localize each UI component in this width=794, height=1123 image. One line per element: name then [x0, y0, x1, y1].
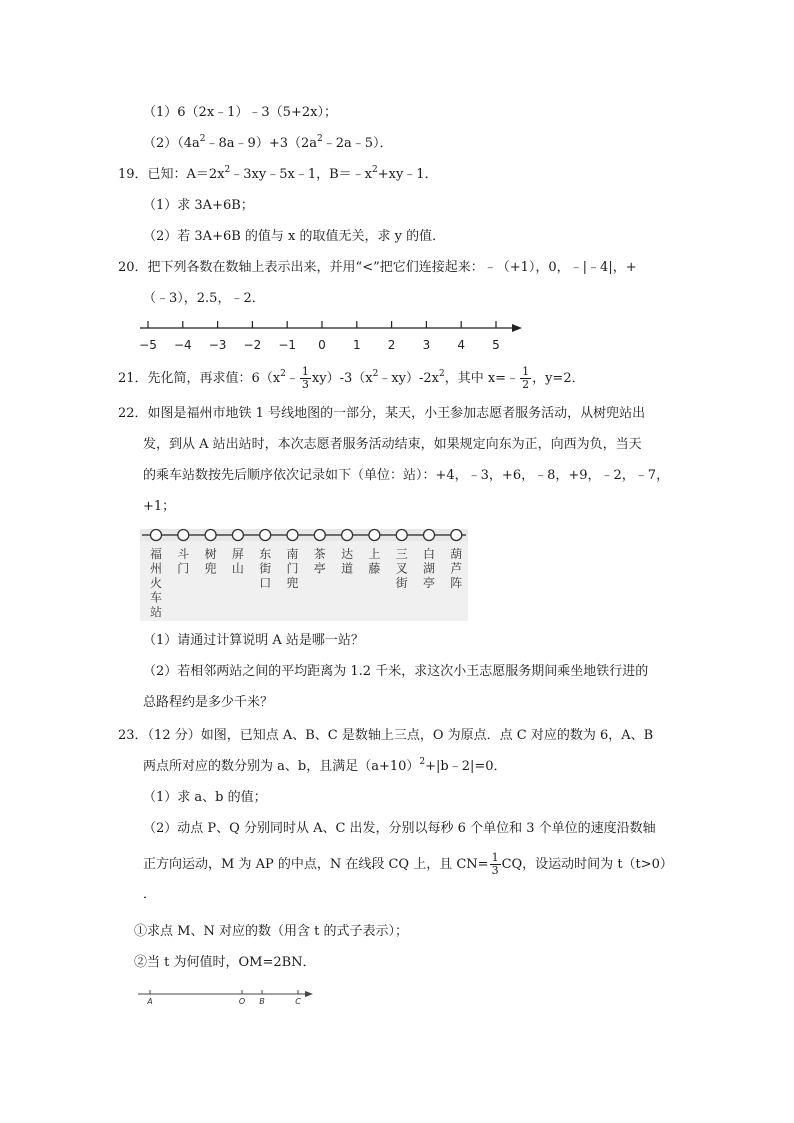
metro-station-label: 三叉街: [395, 547, 408, 590]
fraction-one-third: [490, 852, 501, 877]
q23-axis-point-label: C: [295, 997, 301, 1006]
q23-line1: [118, 726, 653, 746]
q19-stem: [118, 165, 438, 185]
q21-text-b: ﹣: [285, 371, 299, 386]
metro-station-marker: [232, 530, 243, 541]
fraction-numerator: 1: [491, 851, 499, 864]
q23-text-2b: +|b﹣2|=0．: [425, 759, 507, 774]
number-line-tick-label: −3: [208, 338, 227, 352]
q22-part2-line2: 总路程约是多少千米？: [143, 695, 274, 710]
q22-line3: 的乘车站数按先后顺序依次记录如下（单位：站）：+4，﹣3，+6，﹣8，+9，﹣2，﹣7，: [143, 468, 670, 483]
fraction-numerator: 1: [522, 365, 530, 378]
q23-line2: [143, 757, 507, 777]
sup: 2: [438, 369, 445, 379]
sup: 2: [317, 134, 323, 144]
q22-number: 22．: [118, 406, 148, 421]
metro-station-marker: [342, 530, 353, 541]
number-line-tick-label: 4: [457, 338, 466, 352]
sup: 2: [372, 165, 378, 175]
q20-text-1: 把下列各数在数轴上表示出来，并用“<”把它们连接起来：﹣（+1），0，﹣|﹣4|，+: [147, 260, 637, 275]
q19-stem-c: +xy﹣1．: [377, 167, 438, 182]
fraction-numerator: 1: [301, 365, 309, 378]
q20-line1: [118, 258, 637, 278]
q22-text-1: 如图是福州市地铁 1 号线地图的一部分，某天，小王参加志愿者服务活动，从树兜站出: [147, 406, 646, 421]
sup: 2: [419, 757, 426, 767]
number-line-tick-label: 1: [352, 338, 361, 352]
metro-station-marker: [151, 530, 162, 541]
metro-station-label: 上藤: [368, 547, 381, 576]
metro-station-label: 树兜: [204, 547, 217, 576]
number-line-tick-label: 5: [492, 338, 500, 352]
number-line-tick-label: 2: [387, 338, 396, 352]
number-line-tick-label: 3: [422, 338, 431, 352]
q21-text-c: xy）-3（x: [311, 371, 373, 386]
q23-text-2a: 两点所对应的数分别为 a、b，且满足（a+10）: [143, 759, 420, 774]
q23-subpart1: ①求点 M、N 对应的数（用含 t 的式子表示）；: [134, 924, 408, 939]
q23-axis-point-label: B: [259, 997, 265, 1006]
fraction-one-third: [300, 366, 311, 391]
number-line-tick-label: −4: [173, 338, 192, 352]
metro-station-marker: [451, 530, 462, 541]
q23-axis-point-label: A: [147, 997, 153, 1006]
q22-part2-line1: （2）若相邻两站之间的平均距离为 1.2 千米，求这次小王志愿服务期间乘坐地铁行进的: [143, 664, 649, 679]
metro-station-marker: [178, 530, 189, 541]
metro-station-label: 南门兜: [286, 547, 299, 590]
q21-line: [118, 364, 585, 394]
q19-stem-a: 已知：A＝2x: [147, 167, 225, 182]
q19-part2: （2）若 3A+6B 的值与 x 的取值无关，求 y 的值．: [143, 229, 446, 244]
q19-part1: （1）求 3A+6B；: [143, 198, 254, 213]
q20-number-line: [136, 316, 528, 356]
q23-text-2d: CQ，设运动时间为 t（t>0）: [501, 857, 673, 872]
q23-text-1: （12 分）如图，已知点 A、B、C 是数轴上三点，O 为原点．点 C 对应的数为 6，A、B: [147, 728, 654, 743]
metro-station-label: 白湖亭: [422, 547, 436, 590]
metro-station-label: 葫芦阵: [450, 547, 463, 590]
number-line-arrow: [512, 324, 522, 332]
sup: 2: [372, 369, 379, 379]
fraction-denominator: 2: [522, 378, 530, 391]
q19-number: 19．: [118, 167, 148, 182]
q18-part2-c: ﹣2a﹣5）．: [322, 136, 393, 151]
q23-axis-arrow: [305, 991, 313, 997]
number-line-tick-label: −5: [139, 338, 157, 352]
metro-station-marker: [287, 530, 298, 541]
q21-text-e: ，其中 x=﹣: [444, 371, 520, 386]
q23-part2-line2: [143, 850, 673, 880]
sup: 2: [280, 369, 286, 379]
sup: 2: [199, 134, 206, 144]
fraction-denominator: 3: [301, 378, 309, 391]
fraction-denominator: 3: [491, 864, 499, 877]
q22-line1: [118, 404, 645, 424]
q23-axis-point-label: O: [238, 997, 246, 1006]
q20-line2: （﹣3），2.5，﹣2．: [143, 291, 265, 306]
q22-line2: 发，到从 A 站出站时，本次志愿者服务活动结束，如果规定向东为正，向西为负，当天: [143, 437, 642, 452]
fraction-one-half: [520, 366, 531, 391]
number-line-tick-label: 0: [318, 338, 326, 352]
q21-number: 21．: [118, 371, 148, 386]
q23-part1: （1）求 a、b 的值；: [143, 790, 267, 805]
metro-station-marker: [205, 530, 216, 541]
q21-text-f: ，y=2．: [532, 371, 585, 386]
metro-station-label: 东街口: [259, 547, 272, 590]
q23-number-line: [136, 988, 318, 1010]
q23-text-2c: 正方向运动，M 为 AP 的中点，N 在线段 CQ 上，且 CN=: [143, 857, 489, 872]
q18-part2-b: ﹣8a﹣9）+3（2a: [205, 136, 318, 151]
metro-station-label: 茶亭: [313, 547, 326, 576]
metro-station-marker: [314, 530, 325, 541]
sup: 2: [224, 165, 231, 175]
metro-station-marker: [260, 530, 271, 541]
metro-station-label: 斗门: [177, 547, 190, 576]
metro-station-label: 福州火车站: [149, 547, 163, 619]
q18-part2-a: （2）（4a: [143, 136, 200, 151]
q23-part2-line1: （2）动点 P、Q 分别同时从 A、C 出发，分别以每秒 6 个单位和 3 个单位的速度沿数轴: [143, 821, 656, 836]
metro-station-marker: [396, 530, 407, 541]
q21-text-a: 先化简，再求值：6（x: [147, 371, 281, 386]
q23-trailing-dot: ．: [143, 887, 157, 902]
q21-text-d: ﹣xy）-2x: [378, 371, 439, 386]
q19-stem-b: ﹣3xy﹣5x﹣1，B＝﹣x: [230, 167, 372, 182]
q22-line4: +1；: [143, 499, 176, 514]
q23-subpart2: ②当 t 为何值时，OM=2BN．: [134, 955, 316, 970]
metro-line-map: [140, 524, 470, 624]
metro-station-label: 达道: [341, 547, 354, 576]
q22-part1: （1）请通过计算说明 A 站是哪一站？: [143, 633, 364, 648]
number-line-tick-label: −2: [243, 338, 262, 352]
q20-number: 20．: [118, 260, 148, 275]
q23-number: 23．: [118, 728, 148, 743]
metro-station-marker: [424, 530, 435, 541]
q18-part2: [143, 134, 393, 154]
q18-part1: （1）6（2x﹣1）﹣3（5+2x）；: [143, 105, 337, 120]
metro-station-marker: [369, 530, 380, 541]
number-line-tick-label: −1: [278, 338, 297, 352]
metro-station-label: 屏山: [231, 547, 244, 576]
